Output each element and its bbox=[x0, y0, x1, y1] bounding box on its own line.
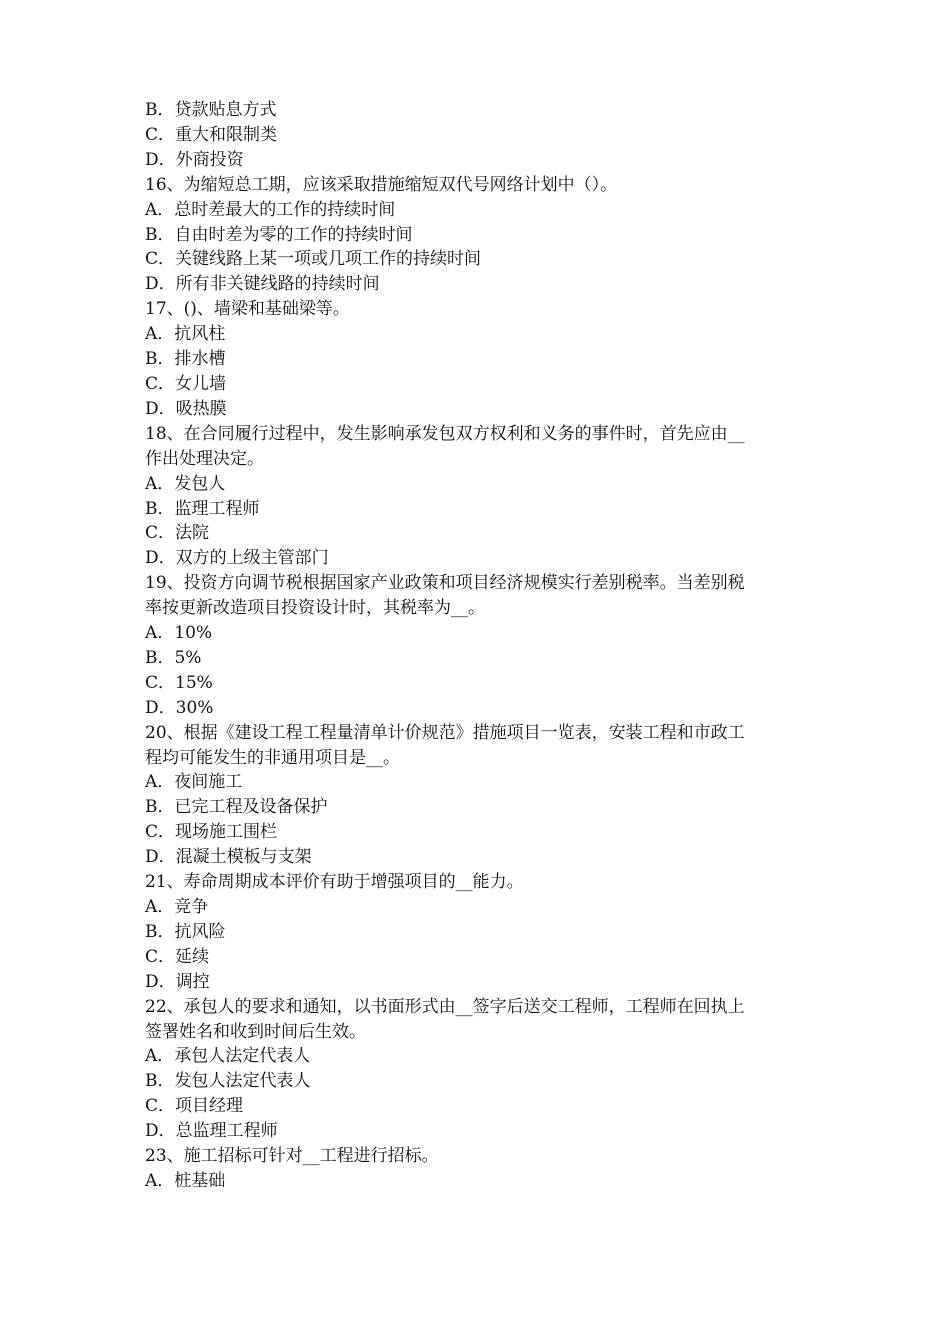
text-line: A．抗风柱 bbox=[145, 324, 226, 345]
text-line: 程均可能发生的非通用项目是__。 bbox=[145, 747, 400, 768]
text-line: B．贷款贴息方式 bbox=[145, 100, 277, 120]
document-page bbox=[145, 98, 825, 1194]
text-line: C．延续 bbox=[145, 946, 210, 967]
text-line: A．夜间施工 bbox=[145, 772, 243, 793]
text-line: B．已完工程及设备保护 bbox=[145, 797, 328, 818]
text-line: A．10% bbox=[145, 623, 213, 644]
text-line: B．监理工程师 bbox=[145, 498, 260, 519]
text-line: B．5% bbox=[145, 647, 202, 668]
text-line: A．发包人 bbox=[145, 473, 226, 494]
text-line: 17、()、墙梁和基础梁等。 bbox=[145, 299, 350, 320]
text-line: C．法院 bbox=[145, 523, 210, 544]
text-line: C．重大和限制类 bbox=[145, 124, 278, 145]
text-line: 率按更新改造项目投资设计时，其税率为__。 bbox=[145, 598, 485, 619]
text-line: D．30% bbox=[145, 697, 214, 718]
text-line: 16、为缩短总工期，应该采取措施缩短双代号网络计划中（）。 bbox=[145, 174, 618, 195]
text-line: A．总时差最大的工作的持续时间 bbox=[145, 199, 396, 220]
text-line: B．发包人法定代表人 bbox=[145, 1071, 311, 1092]
text-line: 签署姓名和收到时间后生效。 bbox=[145, 1021, 366, 1042]
text-line: C．现场施工围栏 bbox=[145, 822, 278, 843]
text-line: D．外商投资 bbox=[145, 149, 244, 170]
text-line: D．调控 bbox=[145, 971, 210, 992]
text-line: B．自由时差为零的工作的持续时间 bbox=[145, 224, 413, 245]
text-line: B．排水槽 bbox=[145, 349, 226, 370]
text-line: C．项目经理 bbox=[145, 1096, 244, 1117]
text-line: D．总监理工程师 bbox=[145, 1121, 278, 1142]
text-line: A．竞争 bbox=[145, 897, 209, 917]
text-line: C．关键线路上某一项或几项工作的持续时间 bbox=[145, 249, 482, 270]
text-line: 作出处理决定。 bbox=[145, 448, 264, 469]
text-line: D．所有非关键线路的持续时间 bbox=[145, 274, 380, 295]
text-line: 20、根据《建设工程工程量清单计价规范》措施项目一览表，安装工程和市政工 bbox=[145, 722, 745, 743]
text-line: 23、施工招标可针对__工程进行招标。 bbox=[145, 1146, 439, 1167]
text-line: D．吸热膜 bbox=[145, 398, 227, 419]
text-line: 22、承包人的要求和通知，以书面形式由__签字后送交工程师，工程师在回执上 bbox=[145, 996, 745, 1017]
text-line: 19、投资方向调节税根据国家产业政策和项目经济规模实行差别税率。当差别税 bbox=[145, 573, 745, 594]
text-line: D．混凝土模板与支架 bbox=[145, 847, 312, 868]
text-line: A．桩基础 bbox=[145, 1170, 226, 1191]
text-line: C．女儿墙 bbox=[145, 373, 227, 394]
text-line: A．承包人法定代表人 bbox=[145, 1046, 311, 1067]
text-line: D．双方的上级主管部门 bbox=[145, 548, 329, 569]
text-line: B．抗风险 bbox=[145, 921, 226, 942]
text-line: C．15% bbox=[145, 672, 213, 693]
text-line: 21、寿命周期成本评价有助于增强项目的__能力。 bbox=[145, 872, 524, 893]
text-line: 18、在合同履行过程中，发生影响承发包双方权利和义务的事件时，首先应由__ bbox=[145, 423, 745, 444]
